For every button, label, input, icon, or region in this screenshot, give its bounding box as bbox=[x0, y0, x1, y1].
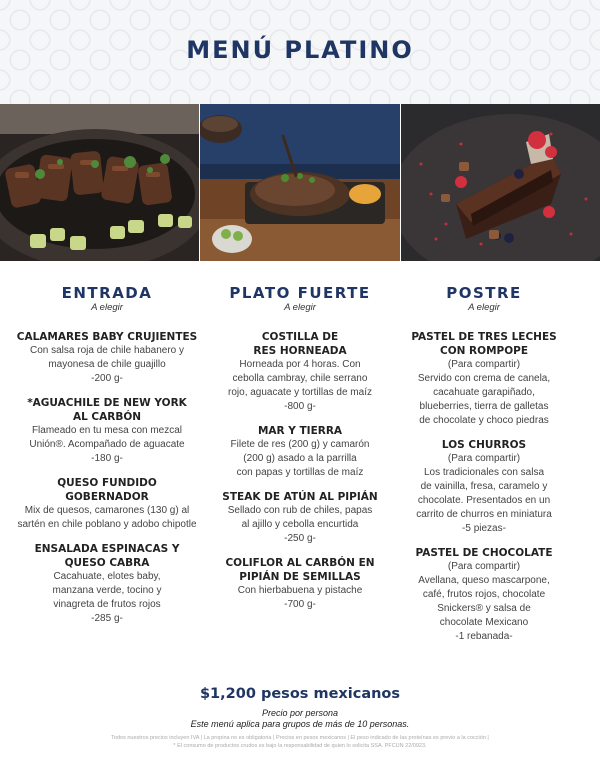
menu-item-description: Flameado en tu mesa con mezcal Unión®. Acompañado de aguacate -180 g- bbox=[29, 425, 185, 464]
menu-item-name: ENSALADA ESPINACAS Y QUESO CABRA bbox=[34, 543, 180, 569]
menu-item-description: Mix de quesos, camarones (130 g) al sartén en chile poblano y adobo chipotle bbox=[17, 505, 197, 530]
menu-item-name: PASTEL DE CHOCOLATE bbox=[415, 547, 553, 559]
column-subtitle: A elegir bbox=[468, 302, 500, 313]
column-entrada bbox=[15, 284, 199, 636]
fine-print: Todos nuestros precios incluyen IVA | La propina no es obligatoria | Precios en pesos mexicanos | El peso indicado de las proteínas es previo a la cocción | * El consumo de productos crudos es bajo la responsabilidad de quien lo solicita SSA. PFCUN 22/0923. bbox=[111, 735, 489, 749]
menu-item bbox=[15, 396, 199, 466]
menu-item-name: MAR Y TIERRA bbox=[257, 425, 343, 437]
menu-item-name: STEAK DE ATÚN AL PIPIÁN bbox=[222, 491, 378, 503]
menu-item-name: *AGUACHILE DE NEW YORK AL CARBÓN bbox=[27, 397, 187, 423]
menu-item bbox=[15, 330, 199, 386]
column-title: POSTRE bbox=[446, 284, 522, 302]
column-subtitle: A elegir bbox=[284, 302, 316, 313]
column-subtitle: A elegir bbox=[91, 302, 123, 313]
page-title: MENÚ PLATINO bbox=[186, 36, 414, 64]
menu-item bbox=[15, 476, 199, 532]
menu-item-description: Horneada por 4 horas. Con cebolla cambray, chile serrano rojo, aguacate y tortillas de maíz -800 g- bbox=[228, 359, 372, 412]
column-title: ENTRADA bbox=[61, 284, 153, 302]
menu-item-name: COSTILLA DE RES HORNEADA bbox=[253, 331, 347, 357]
menu-item bbox=[398, 546, 570, 644]
menu-item-name: COLIFLOR AL CARBÓN EN PIPIÁN DE SEMILLAS bbox=[225, 557, 375, 583]
menu-item bbox=[215, 490, 385, 546]
menu-item bbox=[215, 424, 385, 480]
price-amount: $1,200 pesos mexicanos bbox=[199, 686, 401, 702]
menu-item-description: Con hierbabuena y pistache -700 g- bbox=[237, 585, 363, 610]
price-note: Precio por persona Este menú aplica para grupos de más de 10 personas. bbox=[190, 708, 410, 729]
menu-item bbox=[15, 542, 199, 626]
menu-item bbox=[398, 438, 570, 536]
cake-photo bbox=[401, 104, 600, 261]
menu-item-description: (Para compartir) Los tradicionales con salsa de vainilla, fresa, caramelo y chocolate. Presentados en un carrito de churros en miniatura -5 piezas- bbox=[416, 453, 552, 534]
photo-strip bbox=[0, 104, 600, 261]
menu-item-name: CALAMARES BABY CRUJIENTES bbox=[16, 331, 198, 343]
menu-item-name: QUESO FUNDIDO GOBERNADOR bbox=[57, 477, 157, 503]
menu-item-description: (Para compartir) Servido con crema de canela, cacahuate garapiñado, blueberries, tierra de galletas de chocolate y choco piedras bbox=[417, 359, 551, 426]
menu-item-description: Sellado con rub de chiles, papas al ajillo y cebolla encurtida -250 g- bbox=[227, 505, 373, 544]
menu-item bbox=[215, 330, 385, 414]
menu-item-name: LOS CHURROS bbox=[441, 439, 527, 451]
menu-item-name: PASTEL DE TRES LECHES CON ROMPOPE bbox=[411, 331, 557, 357]
column-plato-fuerte bbox=[215, 284, 385, 622]
menu-item-description: Filete de res (200 g) y camarón (200 g) asado a la parrilla con papas y tortillas de maíz bbox=[230, 439, 370, 478]
menu-item bbox=[215, 556, 385, 612]
menu-item-description: (Para compartir) Avellana, queso mascarpone, café, frutos rojos, chocolate Snickers® y salsa de chocolate Mexicano -1 rebanada- bbox=[418, 561, 550, 642]
menu-item-description: Cacahuate, elotes baby, manzana verde, tocino y vinagreta de frutos rojos -285 g- bbox=[52, 571, 162, 624]
menu-item-description: Con salsa roja de chile habanero y mayonesa de chile guajillo -200 g- bbox=[30, 345, 184, 384]
column-title: PLATO FUERTE bbox=[229, 284, 371, 302]
column-postre bbox=[398, 284, 570, 654]
ribs-photo bbox=[200, 104, 400, 261]
steak-photo bbox=[0, 104, 199, 261]
menu-item bbox=[398, 330, 570, 428]
